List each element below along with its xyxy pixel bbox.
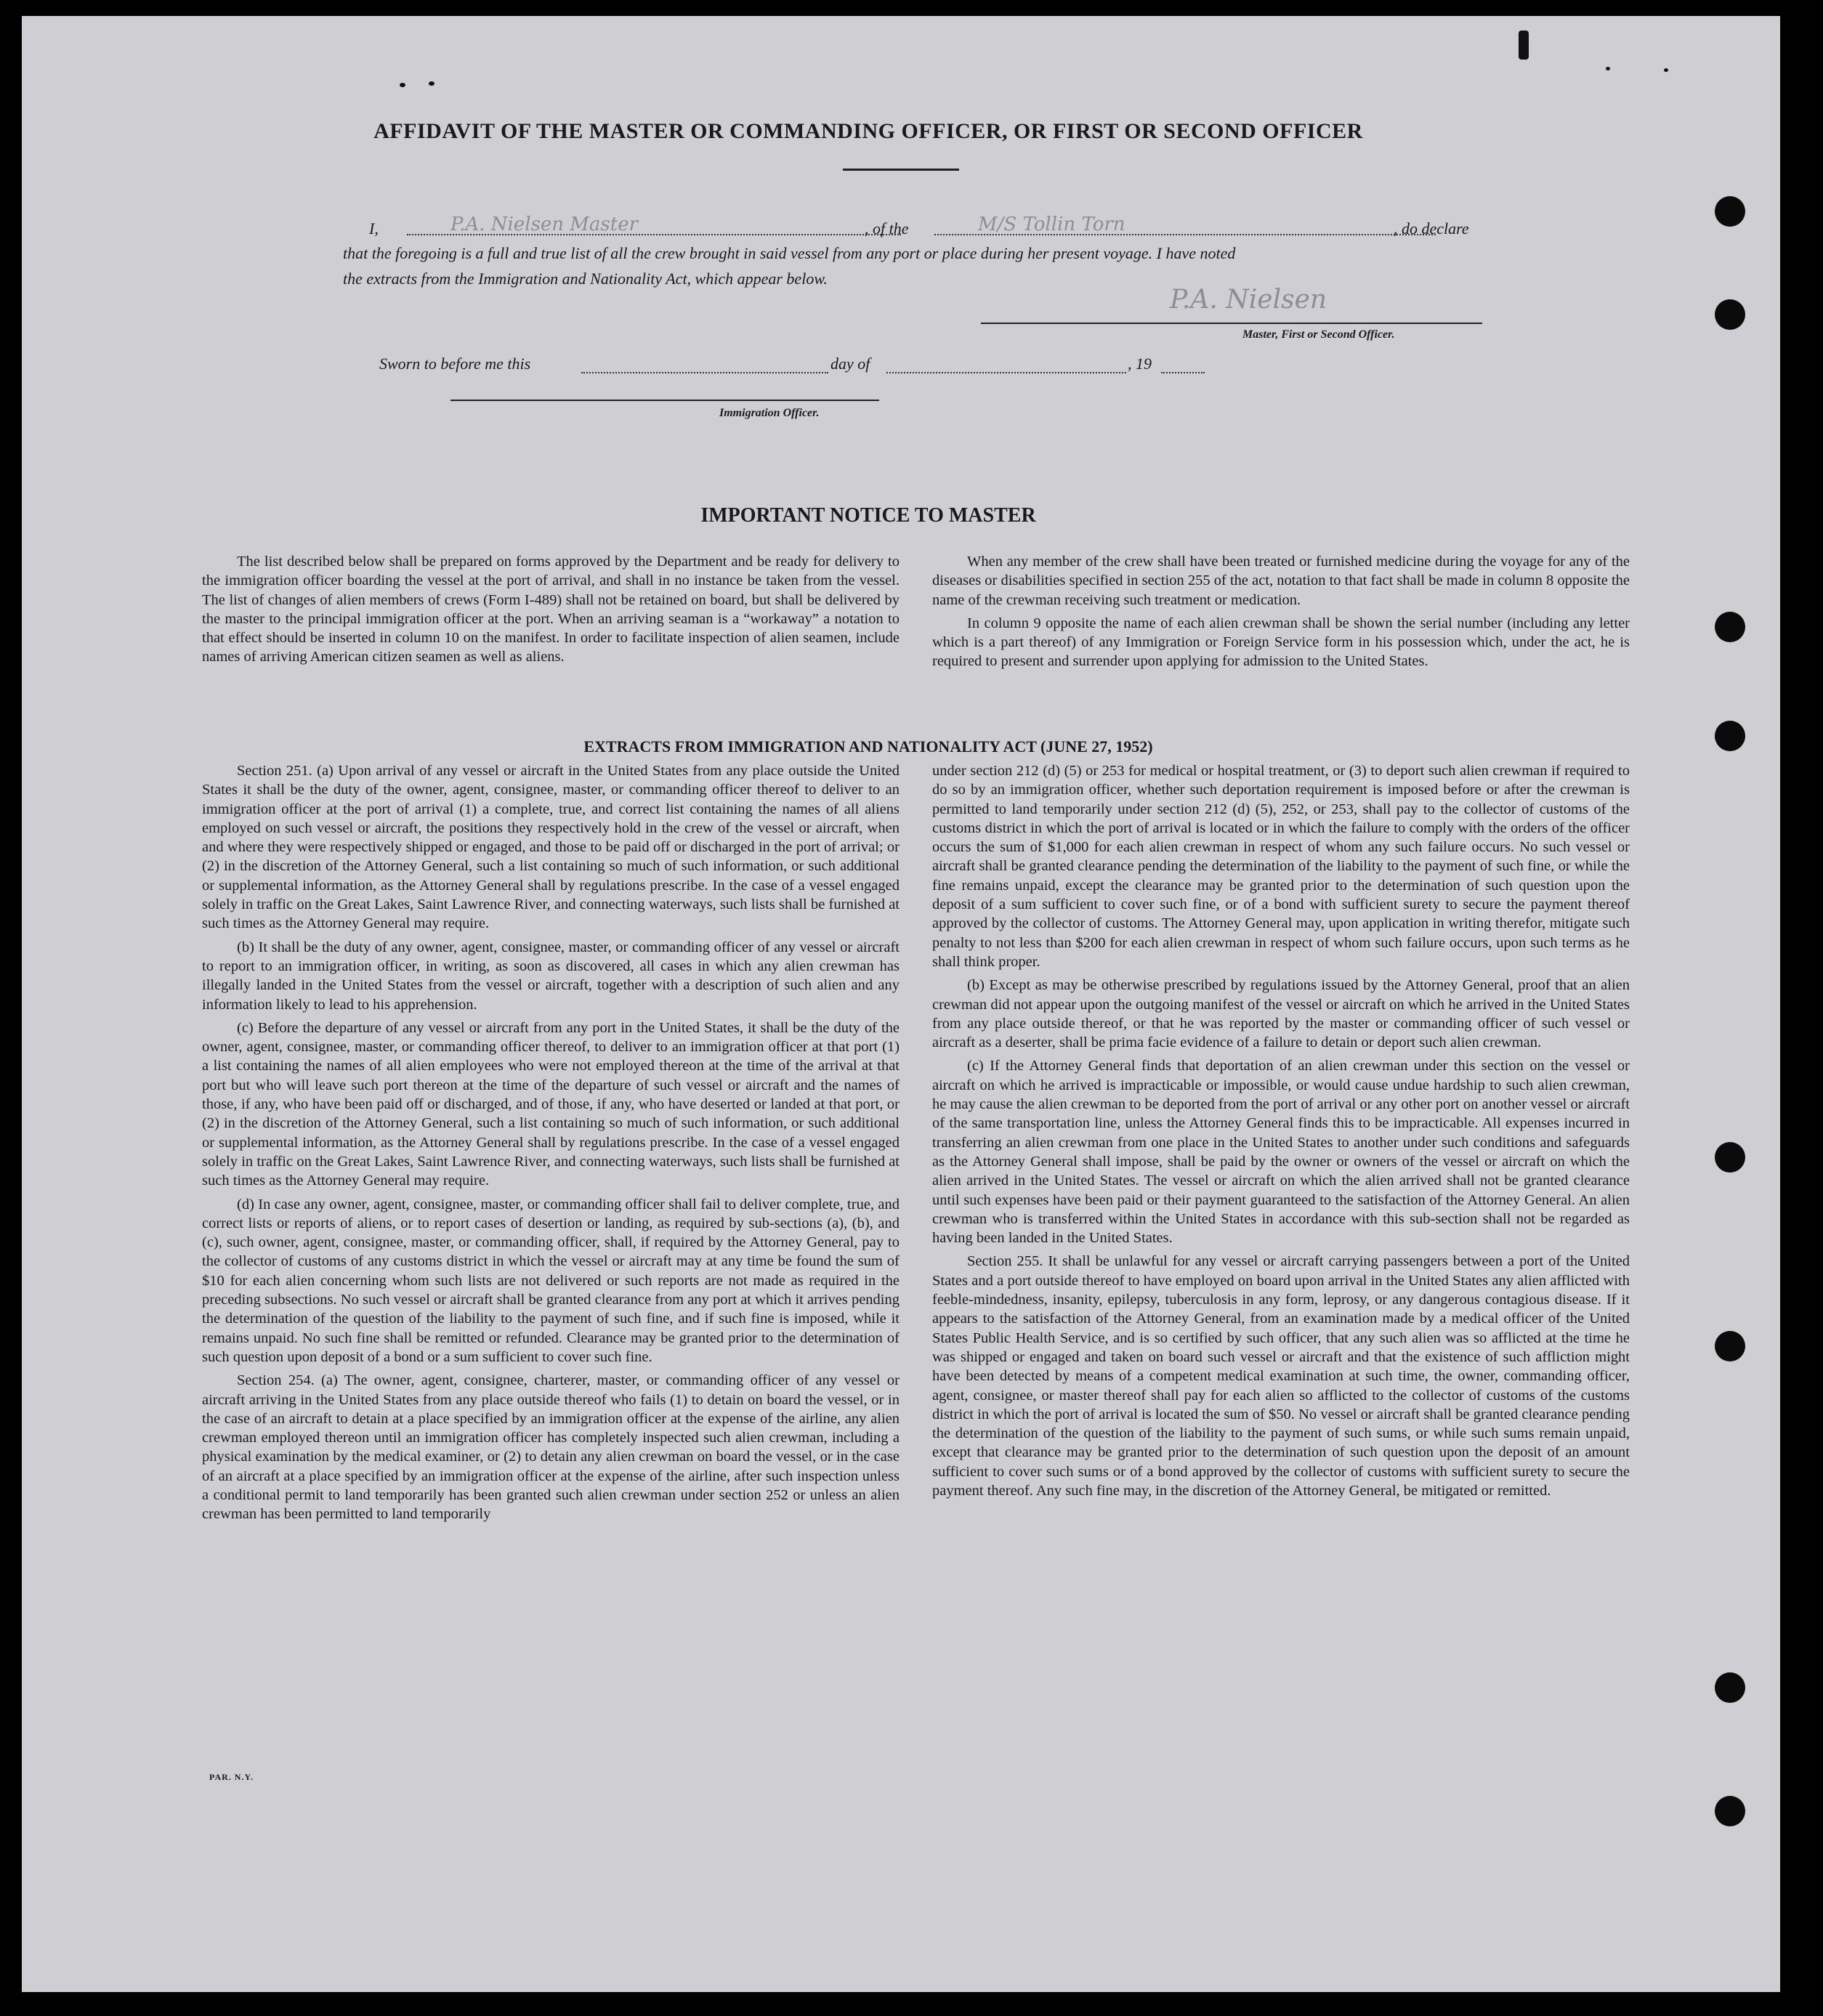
extract-paragraph: Section 254. (a) The owner, agent, consignee, charterer, master, or commanding officer of any vessel or aircraft arriving in the United States from any place outside thereof who fails (1) to detain on board the vessel, or in the case of an aircraft to detain at a place specified by an immigration officer at the expense of the airline, any alien crewman employed thereon until an immigration officer has completely inspected such alien crewman, including a physical examination by the medical examiner, or (2) to detain any alien crewman on board the vessel, or in the case of an aircraft at a place specified by an immigration officer at the expense of the airline, after such inspection unless a conditional permit to land temporarily has been granted such alien crewman under section 252 or unless an alien crewman has been permitted to land temporarily (202, 1372, 900, 1523)
punch-hole (1715, 612, 1745, 642)
master-signature: P.A. Nielsen (1170, 285, 1327, 315)
scan-artifact (400, 83, 405, 87)
punch-hole (1715, 721, 1745, 751)
extract-paragraph: (b) Except as may be otherwise prescribed by regulations issued by the Attorney General, proof that an alien crewman did not appear upon the outgoing manifest of the vessel or aircraft on which he arrived in the United States from any place outside thereof, or that he was reported by the master or commanding officer of such vessel or aircraft as a deserter, shall be prima facie evidence of a failure to detain or deport such alien crewman. (932, 977, 1630, 1051)
notice-right-paragraph-2: In column 9 opposite the name of each alien crewman shall be shown the serial number (including any letter which is a part thereof) of any Immigration or Foreign Service form in his possession which, under the act, he is required to present and surrender upon applying for admission to the United States. (932, 615, 1630, 670)
punch-hole (1715, 1796, 1745, 1826)
signature-caption: Master, First or Second Officer. (1242, 328, 1395, 341)
scan-artifact (1606, 67, 1610, 70)
printer-mark: PAR. N.Y. (209, 1772, 254, 1782)
notice-right-paragraph-1: When any member of the crew shall have been treated or furnished medicine during the voyage for any of the diseases or disabilities specified in section 255 of the act, notation to that fact shall be made in column 8 opposite the name of the crewman receiving such treatment or medication. (932, 554, 1630, 608)
day-of-label: day of (830, 355, 870, 373)
extract-paragraph: (d) In case any owner, agent, consignee, master, or commanding officer shall fail to deliver complete, true, and correct lists or reports of aliens, or to report cases of desertion or landing, as required by sub-sections (a), (b), and (c), such owner, agent, consignee, master, or commanding officer, shall, if required by the Attorney General, pay to the collector of customs of any customs district in which the vessel or aircraft may at any time be found the sum of $10 for each alien concerning whom such lists are not delivered or such reports are not made as required in the preceding subsections. No such vessel or aircraft shall be granted clearance from any port at which it arrives pending the determination of the question of the liability to the payment of such fine, and if such fine is imposed, while it remains unpaid. No such fine shall be remitted or refunded. Clearance may be granted prior to the determination of such question upon deposit of a bond or a sum sufficient to cover such fine. (202, 1196, 900, 1365)
notice-left-paragraph: The list described below shall be prepared on forms approved by the Department and be ready for delivery to the immigration officer boarding the vessel at the port of arrival, and shall in no instance be taken from the vessel. The list of changes of alien members of crews (Form I-489) shall not be retained on board, but shall be delivered by the master to the principal immigration officer at the port. When an arriving seaman is a “workaway” a notation to that effect should be inserted in column 10 on the manifest. In order to facilitate inspection of alien seamen, include names of arriving American citizen seamen as well as aliens. (202, 554, 900, 665)
notice-title: IMPORTANT NOTICE TO MASTER (700, 504, 1036, 527)
scan-artifact (429, 81, 434, 86)
sworn-date-field[interactable] (581, 352, 828, 373)
punch-hole (1715, 1331, 1745, 1361)
punch-hole (1715, 299, 1745, 330)
notice-right-column (932, 552, 1630, 676)
declare-i-label: I, (369, 219, 379, 238)
title-rule (843, 169, 959, 171)
punch-hole (1715, 1672, 1745, 1703)
do-declare-label: , do declare (1394, 219, 1469, 238)
punch-hole (1715, 196, 1745, 227)
sworn-month-field[interactable] (886, 352, 1126, 373)
extract-paragraph: (c) Before the departure of any vessel or aircraft from any port in the United States, it shall be the duty of the owner, agent, consignee, master, or commanding officer thereof, to deliver to an immigration officer at that port (1) a list containing the names of all alien employees who were not employed thereon at the time of the arrival at that port but who will leave such port thereon at the time of the departure of such vessel or aircraft and the names of those, if any, who have been paid off or discharged, and of those, if any, who have deserted or landed at that port, or (2) in the discretion of the Attorney General, such a list containing so much of such information, or such additional or supplemental information, as the Attorney General shall by regulations prescribe. In the case of a vessel engaged solely in traffic on the Great Lakes, Saint Lawrence River, and connecting waterways, such lists shall be furnished at such times as the Attorney General may require. (202, 1019, 900, 1189)
signature-line (981, 323, 1482, 324)
extracts-title: EXTRACTS FROM IMMIGRATION AND NATIONALITY ACT (JUNE 27, 1952) (583, 737, 1153, 756)
punch-hole (1715, 1142, 1745, 1173)
extracts-left-column (202, 761, 900, 1529)
extract-paragraph: under section 212 (d) (5) or 253 for medical or hospital treatment, or (3) to deport such alien crewman if required to do so by an immigration officer, whether such deportation requirement is imposed before or after the crewman is permitted to land temporarily under section 212 (d) (5), 252, or 253, shall pay to the collector of customs of the customs district in which the port of arrival is located or in which the failure to comply with the orders of the officer occurs the sum of $1,000 for each alien crewman in respect of whom any such failure occurs. No such vessel or aircraft shall be granted clearance pending the determination of the liability to the payment of such fine, or while the fine remains unpaid, except the clearance may be granted prior to the determination of such question upon the deposit of a sum sufficient to cover such fine, or of a bond with sufficient surety to secure the payment thereof approved by the collector of customs. The Attorney General may, upon application in writing therefor, mitigate such penalty to not less than $200 for each alien crewman in respect of whom such failure occurs, upon such terms as he shall think proper. (932, 763, 1630, 970)
sworn-year-field[interactable] (1161, 352, 1205, 373)
declaration-line-3: the extracts from the Immigration and Nationality Act, which appear below. (343, 270, 828, 288)
declaration-line-2: that the foregoing is a full and true list of all the crew brought in said vessel from any port or place during her present voyage. I have noted (343, 244, 1236, 262)
affidavit-title: AFFIDAVIT OF THE MASTER OR COMMANDING OFFICER, OR FIRST OR SECOND OFFICER (373, 119, 1363, 143)
extract-paragraph: (c) If the Attorney General finds that deportation of an alien crewman under this section on the vessel or aircraft on which he arrived is impracticable or impossible, or would cause undue hardship to such alien crewman, he may cause the alien crewman to be deported from the port of arrival or any other port on another vessel or aircraft of the same transportation line, unless the Attorney General finds this to be impracticable. All expenses incurred in transferring an alien crewman from one place in the United States to another under such conditions and safeguards as the Attorney General shall impose, shall be paid by the owner or owners of the vessel or aircraft on which the alien arrived in the United States. The vessel or aircraft on which the alien arrived shall not be granted clearance until such expenses have been paid or their payment guaranteed to the satisfaction of the Attorney General. An alien crewman who is transferred within the United States in accordance with this sub-section shall not be regarded as having been landed in the United States. (932, 1058, 1630, 1247)
sworn-label: Sworn to before me this (379, 355, 531, 373)
immigration-officer-line (450, 400, 879, 401)
scan-artifact (1664, 68, 1668, 72)
year-label: , 19 (1128, 355, 1152, 373)
immigration-officer-caption: Immigration Officer. (719, 407, 820, 419)
master-name-field[interactable]: P.A. Nielsen Master (407, 214, 901, 235)
document-page (22, 16, 1780, 1992)
vessel-name-field[interactable]: M/S Tollin Torn (934, 214, 1436, 235)
extract-paragraph: (b) It shall be the duty of any owner, agent, consignee, master, or commanding officer of any vessel or aircraft to report to an immigration officer, in writing, as soon as discovered, all cases in which any alien crewman has illegally landed in the United States from the vessel or aircraft, together with a description of such alien and any information likely to lead to his apprehension. (202, 939, 900, 1013)
scan-border (1780, 0, 1823, 2016)
notice-left-column (202, 552, 900, 671)
extracts-right-column (932, 761, 1630, 1505)
scan-artifact (1519, 31, 1529, 60)
extract-paragraph: Section 251. (a) Upon arrival of any vessel or aircraft in the United States from any place outside the United States it shall be the duty of the owner, agent, consignee, master, or commanding officer thereof to deliver to an immigration officer at the port of arrival (1) a complete, true, and correct list containing the names of all aliens employed on such vessel or aircraft, the positions they respectively hold in the crew of the vessel or aircraft, when and where they were respectively shipped or engaged, and those to be paid off or discharged in the port of arrival; or (2) in the discretion of the Attorney General, such a list containing so much of such information, or such additional or supplemental information, as the Attorney General shall by regulations prescribe. In the case of a vessel engaged solely in traffic on the Great Lakes, Saint Lawrence River, and connecting waterways, such lists shall be furnished at such times as the Attorney General may require. (202, 763, 900, 932)
extract-paragraph: Section 255. It shall be unlawful for any vessel or aircraft carrying passengers between a port of the United States and a port outside thereof to have employed on board upon arrival in the United States any alien afflicted with feeble-mindedness, insanity, epilepsy, tuberculosis in any form, leprosy, or any dangerous contagious disease. If it appears to the satisfaction of the Attorney General, from an examination made by a medical officer of the United States Public Health Service, and is so certified by such officer, that any such alien was so afflicted at the time he was shipped or engaged and taken on board such vessel or aircraft and that the existence of such affliction might have been detected by means of a competent medical examination at such time, the owner, commanding officer, agent, consignee, or master thereof shall pay for each alien so afflicted to the collector of customs of the customs district in which the port of arrival is located the sum of $50. No vessel or aircraft shall be granted clearance pending the determination of the question of the liability to the payment of such sums, or while such sums remain unpaid, except that clearance may be granted prior to the determination of such question upon the deposit of an amount sufficient to cover such sums or of a bond approved by the collector of customs with sufficient surety to secure the payment thereof. Any such fine may, in the discretion of the Attorney General, be mitigated or remitted. (932, 1253, 1630, 1499)
of-the-label: , of the (865, 219, 909, 238)
